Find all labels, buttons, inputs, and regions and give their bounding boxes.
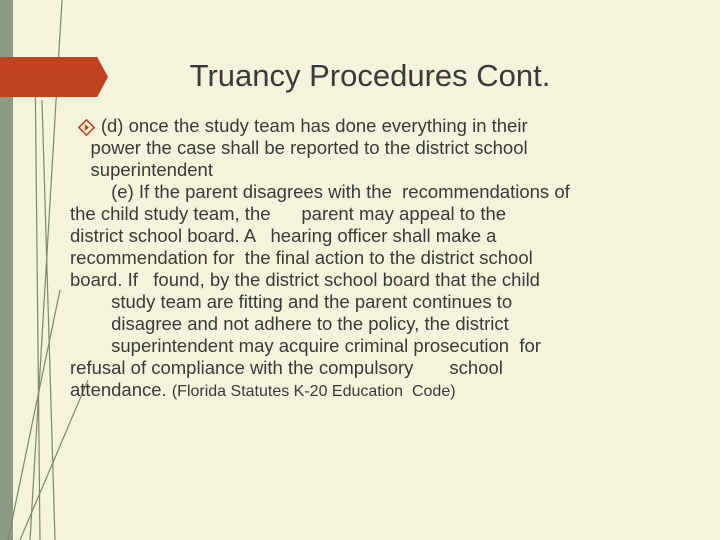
body-line: district school board. A hearing officer shall make a [70, 225, 497, 246]
last-line-prefix: attendance. [70, 379, 167, 400]
body-line: superintendent may acquire criminal prosecution for [70, 335, 541, 356]
body-line: refusal of compliance with the compulsory school [70, 357, 503, 378]
slide-title: Truancy Procedures Cont. [189, 58, 551, 93]
body-line: disagree and not adhere to the policy, the district [70, 313, 509, 334]
body-line: board. If found, by the district school board that the child [70, 269, 540, 290]
body-line: superintendent [70, 159, 213, 180]
body-line: power the case shall be reported to the district school [70, 137, 528, 158]
body-line: (e) If the parent disagrees with the recommendations of [70, 181, 570, 202]
statute-citation: (Florida Statutes K-20 Education Code) [171, 383, 456, 400]
body-line: study team are fitting and the parent continues to [70, 291, 513, 312]
body-line: (d) once the study team has done everything in their [70, 115, 528, 136]
slide-body [70, 115, 710, 403]
body-line-last [70, 379, 710, 403]
title-accent-tab [0, 57, 108, 97]
body-line: recommendation for the final action to the district school [70, 247, 533, 268]
body-line: the child study team, the parent may appeal to the [70, 203, 507, 224]
